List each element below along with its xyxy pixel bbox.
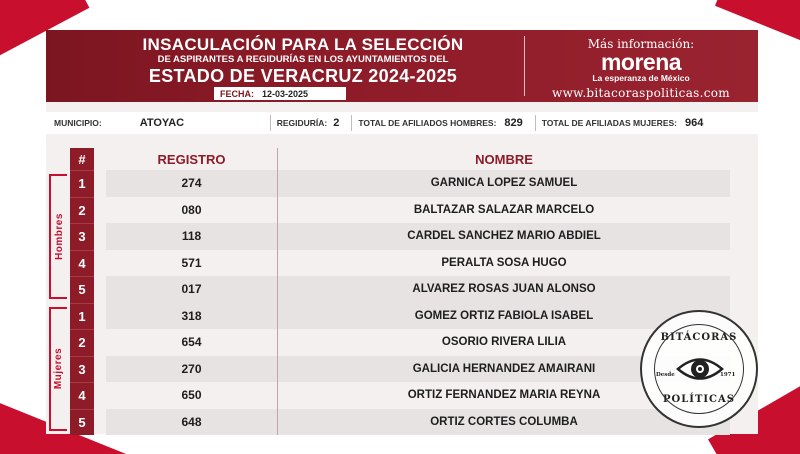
table-header xyxy=(46,148,758,170)
cell-registro: 648 xyxy=(106,409,278,436)
cell-nombre: CARDEL SANCHEZ MARIO ABDIEL xyxy=(278,223,730,250)
table-row xyxy=(46,250,758,277)
header-banner xyxy=(46,30,758,102)
watermark-year: 1971 xyxy=(720,372,736,378)
table-row xyxy=(46,170,758,197)
cell-registro: 274 xyxy=(106,170,278,197)
cell-num: 1 xyxy=(70,170,94,197)
group-label-text: Hombres xyxy=(53,212,65,260)
column-header-registro: REGISTRO xyxy=(106,148,278,170)
table-row xyxy=(46,276,758,303)
cell-num: 3 xyxy=(70,356,94,383)
hombres-total-label: TOTAL DE AFILIADOS HOMBRES: xyxy=(358,118,497,128)
cell-nombre: GARNICA LOPEZ SAMUEL xyxy=(278,170,730,197)
header-divider xyxy=(524,36,525,96)
cell-nombre: ALVAREZ ROSAS JUAN ALONSO xyxy=(278,276,730,303)
info-separator xyxy=(535,115,536,131)
cell-num: 1 xyxy=(70,303,94,330)
cell-registro: 318 xyxy=(106,303,278,330)
regiduria-value: 2 xyxy=(333,117,340,129)
mujeres-total-label: TOTAL DE AFILIADAS MUJERES: xyxy=(541,118,677,128)
info-bar xyxy=(46,112,758,134)
group-label-0 xyxy=(49,174,67,299)
cell-num: 4 xyxy=(70,382,94,409)
mujeres-total-value: 964 xyxy=(685,117,704,129)
info-separator xyxy=(351,115,352,131)
cell-registro: 017 xyxy=(106,276,278,303)
date-box xyxy=(214,87,346,100)
regiduria-label: REGIDURÍA: xyxy=(276,118,328,128)
watermark-name-bottom: POLÍTICAS xyxy=(663,394,735,405)
cell-registro: 571 xyxy=(106,250,278,277)
hombres-total-value: 829 xyxy=(504,117,523,129)
cell-num: 5 xyxy=(70,409,94,436)
cell-nombre: ORTIZ CORTES COLUMBA xyxy=(278,409,730,436)
date-label: FECHA: xyxy=(220,88,254,99)
cell-nombre: PERALTA SOSA HUGO xyxy=(441,256,567,269)
header-title-block xyxy=(98,35,508,86)
cell-num: 5 xyxy=(70,276,94,303)
cell-nombre: GALICIA HERNANDEZ AMAIRANI xyxy=(278,356,730,383)
results-panel xyxy=(46,30,758,434)
site-url-link[interactable]: www.bitacoraspoliticas.com xyxy=(552,86,730,100)
table-row xyxy=(46,223,758,250)
cell-nombre: OSORIO RIVERA LILIA xyxy=(441,336,567,349)
cell-registro: 654 xyxy=(106,329,278,356)
column-header-nombre: NOMBRE xyxy=(475,151,533,167)
municipio-value: ATOYAC xyxy=(139,117,185,129)
watermark-desde: Desde xyxy=(656,372,675,378)
table-row xyxy=(46,409,758,436)
cell-num: 2 xyxy=(70,329,94,356)
info-separator xyxy=(270,115,271,131)
cell-registro: 118 xyxy=(106,223,278,250)
date-value: 12-03-2025 xyxy=(262,88,309,99)
cell-nombre: BALTAZAR SALAZAR MARCELO xyxy=(413,203,595,216)
cell-nombre: GOMEZ ORTIZ FABIOLA ISABEL xyxy=(278,303,730,330)
brand-logo: morena xyxy=(600,49,682,75)
group-label-1 xyxy=(49,307,67,432)
cell-num: 2 xyxy=(70,197,94,224)
title-line-2: DE ASPIRANTES A REGIDURÍAS EN LOS AYUNTAMIENTOS DEL xyxy=(157,54,449,65)
table-row xyxy=(46,303,758,330)
watermark-name-top: BITÁCORAS xyxy=(660,332,738,343)
column-header-number: # xyxy=(70,148,94,170)
table-row xyxy=(46,197,758,224)
more-info-label: Más información: xyxy=(587,37,695,51)
cell-num: 3 xyxy=(70,223,94,250)
municipio-label: MUNICIPIO: xyxy=(54,118,102,128)
brand-block xyxy=(528,38,754,101)
cell-num: 4 xyxy=(70,250,94,277)
title-line-3: ESTADO DE VERACRUZ 2024-2025 xyxy=(148,66,458,86)
brand-tagline: La esperanza de México xyxy=(592,73,690,83)
cell-registro: 080 xyxy=(106,197,278,224)
cell-nombre: ORTIZ FERNANDEZ MARIA REYNA xyxy=(407,389,601,402)
cell-registro: 650 xyxy=(106,382,278,409)
bitacoras-watermark-logo xyxy=(640,310,758,428)
title-line-1: INSACULACIÓN PARA LA SELECCIÓN xyxy=(142,35,464,54)
group-label-text: Mujeres xyxy=(53,348,65,390)
eye-icon xyxy=(676,352,724,386)
cell-registro: 270 xyxy=(106,356,278,383)
